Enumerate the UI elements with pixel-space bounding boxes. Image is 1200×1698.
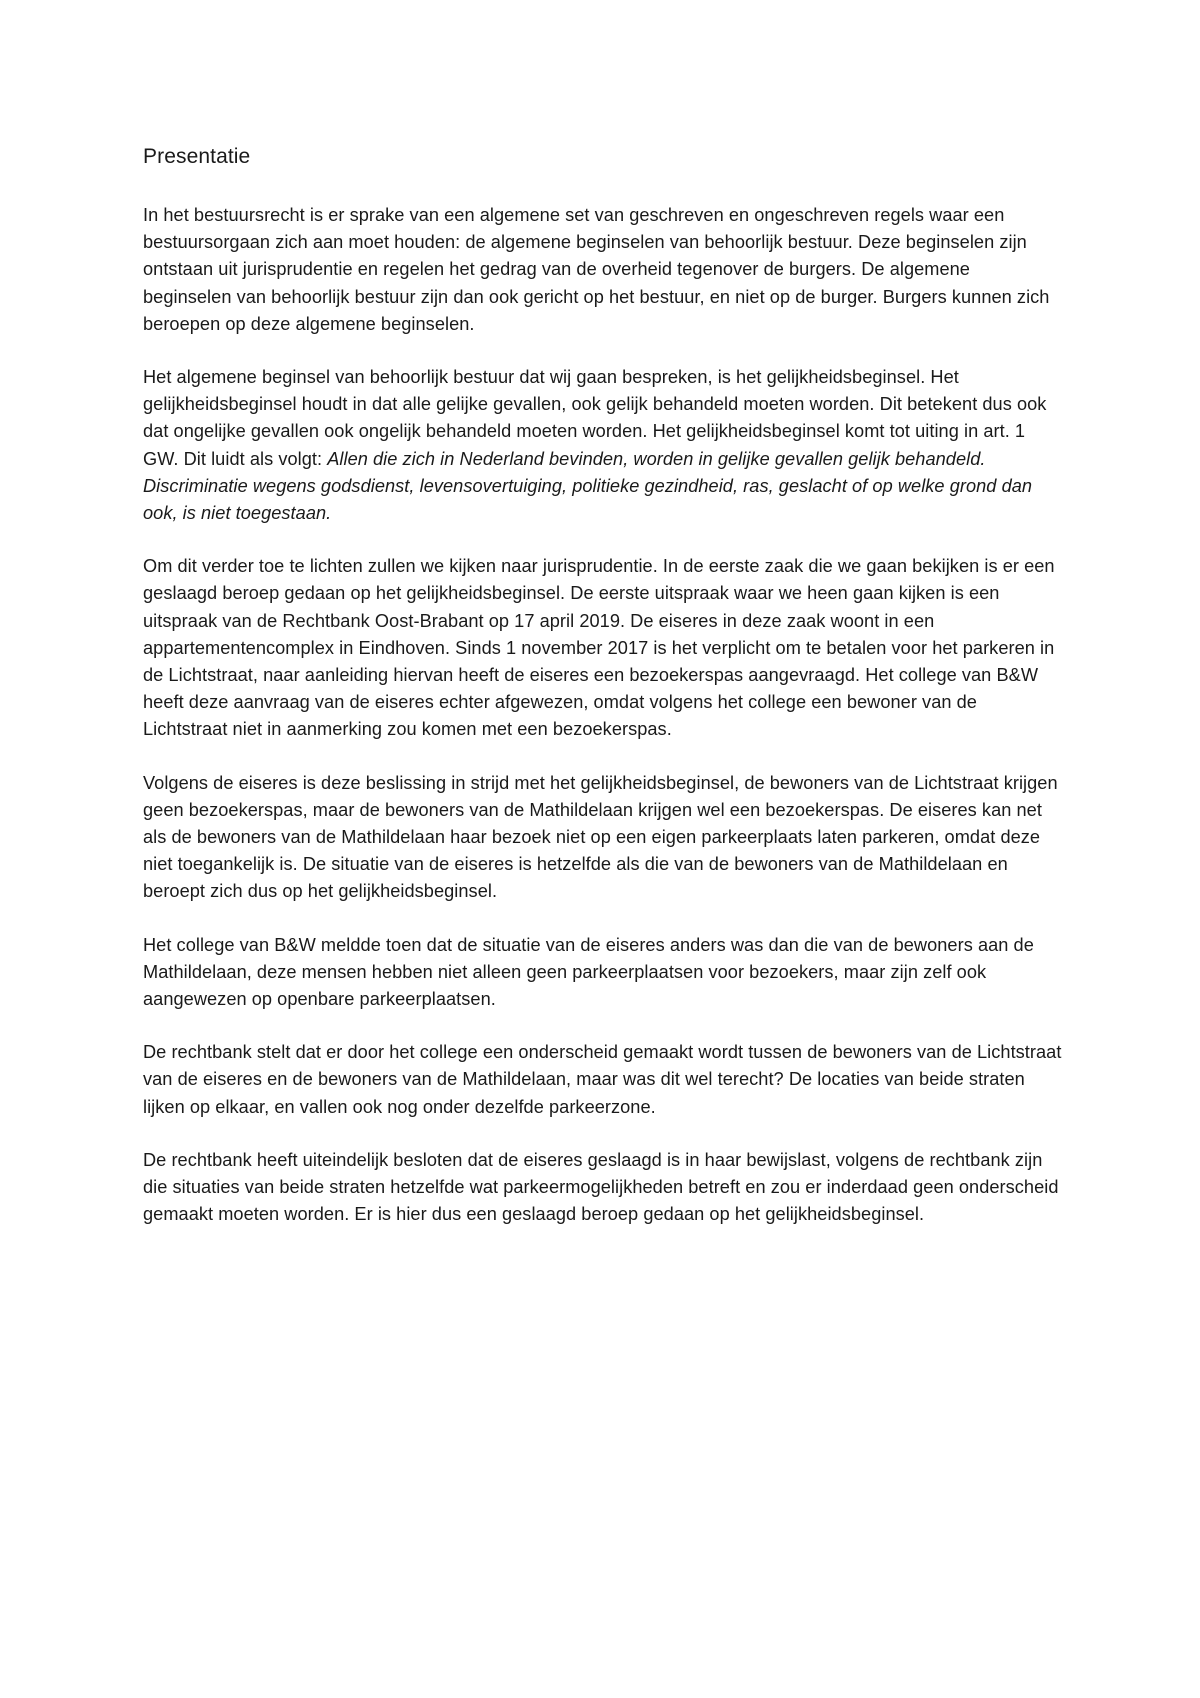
paragraph-gelijkheidsbeginsel (143, 364, 1063, 527)
paragraph-eiseres (143, 770, 1063, 906)
document-title: Presentatie (143, 145, 251, 168)
article-quote: Allen die zich in Nederland bevinden, worden in gelijke gevallen gelijk behandeld. Discriminatie wegens godsdienst, levensovertuiging, politieke gezindheid, ras, geslacht of op welke grond dan ook, is niet toegestaan. (143, 448, 1033, 524)
paragraph-text: Om dit verder toe te lichten zullen we kijken naar jurisprudentie. In de eerste zaak die we gaan bekijken is er een geslaagd beroep gedaan op het gelijkheidsbeginsel. De eerste uitspraak waar we heen gaan kijken is een uitspraak van de Rechtbank Oost-Brabant op 17 april 2019. De eiseres in deze zaak woont in een appartementencomplex in Eindhoven. Sinds 1 november 2017 is het verplicht om te betalen voor het parkeren in de Lichtstraat, naar aanleiding hiervan heeft de eiseres een bezoekerspas aangevraagd. Het college van B&W heeft deze aanvraag van de eiseres echter afgewezen, omdat volgens het college een bewoner van de Lichtstraat niet in aanmerking zou komen met een bezoekerspas. (143, 556, 1055, 740)
paragraph-college (143, 932, 1063, 1014)
paragraph-conclusie (143, 1147, 1063, 1229)
paragraph-text: Volgens de eiseres is deze beslissing in strijd met het gelijkheidsbeginsel, de bewoners van de Lichtstraat krijgen geen bezoekerspas, maar de bewoners van de Mathildelaan krijgen wel een bezoekerspas. De eiseres kan net als de bewoners van de Mathildelaan haar bezoek niet op een eigen parkeerplaats laten parkeren, omdat deze niet toegankelijk is. De situatie van de eiseres is hetzelfde als die van de bewoners van de Mathildelaan en beroept zich dus op het gelijkheidsbeginsel. (143, 772, 1058, 902)
paragraph-jurisprudentie (143, 553, 1063, 743)
paragraph-rechtbank-onderscheid (143, 1039, 1063, 1121)
paragraph-text: De rechtbank heeft uiteindelijk besloten dat de eiseres geslaagd is in haar bewijslast, volgens de rechtbank zijn die situaties van beide straten hetzelfde wat parkeermogelijkheden betreft en zou er inderdaad geen onderscheid gemaakt moeten worden. Er is hier dus een geslaagd beroep gedaan op het gelijkheidsbeginsel. (143, 1149, 1059, 1225)
document-page (143, 140, 1063, 1255)
paragraph-text: In het bestuursrecht is er sprake van een algemene set van geschreven en ongeschreven regels waar een bestuursorgaan zich aan moet houden: de algemene beginselen van behoorlijk bestuur. Deze beginselen zijn ontstaan uit jurisprudentie en regelen het gedrag van de overheid tegenover de burgers. De algemene beginselen van behoorlijk bestuur zijn dan ook gericht op het bestuur, en niet op de burger. Burgers kunnen zich beroepen op deze algemene beginselen. (143, 205, 1050, 334)
paragraph-introduction (143, 202, 1063, 338)
paragraph-text: Het algemene beginsel van behoorlijk bestuur dat wij gaan bespreken, is het gelijkheidsbeginsel. Het gelijkheidsbeginsel houdt in dat alle gelijke gevallen, ook gelijk behandeld moeten worden. Dit betekent dus ook dat ongelijke gevallen ook ongelijk behandeld moeten worden. Het gelijkheidsbeginsel komt tot uiting in art. 1 GW. Dit luidt als volgt: (143, 367, 1047, 469)
paragraph-text: Het college van B&W meldde toen dat de situatie van de eiseres anders was dan die van de bewoners aan de Mathildelaan, deze mensen hebben niet alleen geen parkeerplaatsen voor bezoekers, maar zijn zelf ook aangewezen op openbare parkeerplaatsen. (143, 934, 1034, 1010)
paragraph-text: De rechtbank stelt dat er door het college een onderscheid gemaakt wordt tussen de bewoners van de Lichtstraat van de eiseres en de bewoners van de Mathildelaan, maar was dit wel terecht? De locaties van beide straten lijken op elkaar, en vallen ook nog onder dezelfde parkeerzone. (143, 1042, 1062, 1117)
